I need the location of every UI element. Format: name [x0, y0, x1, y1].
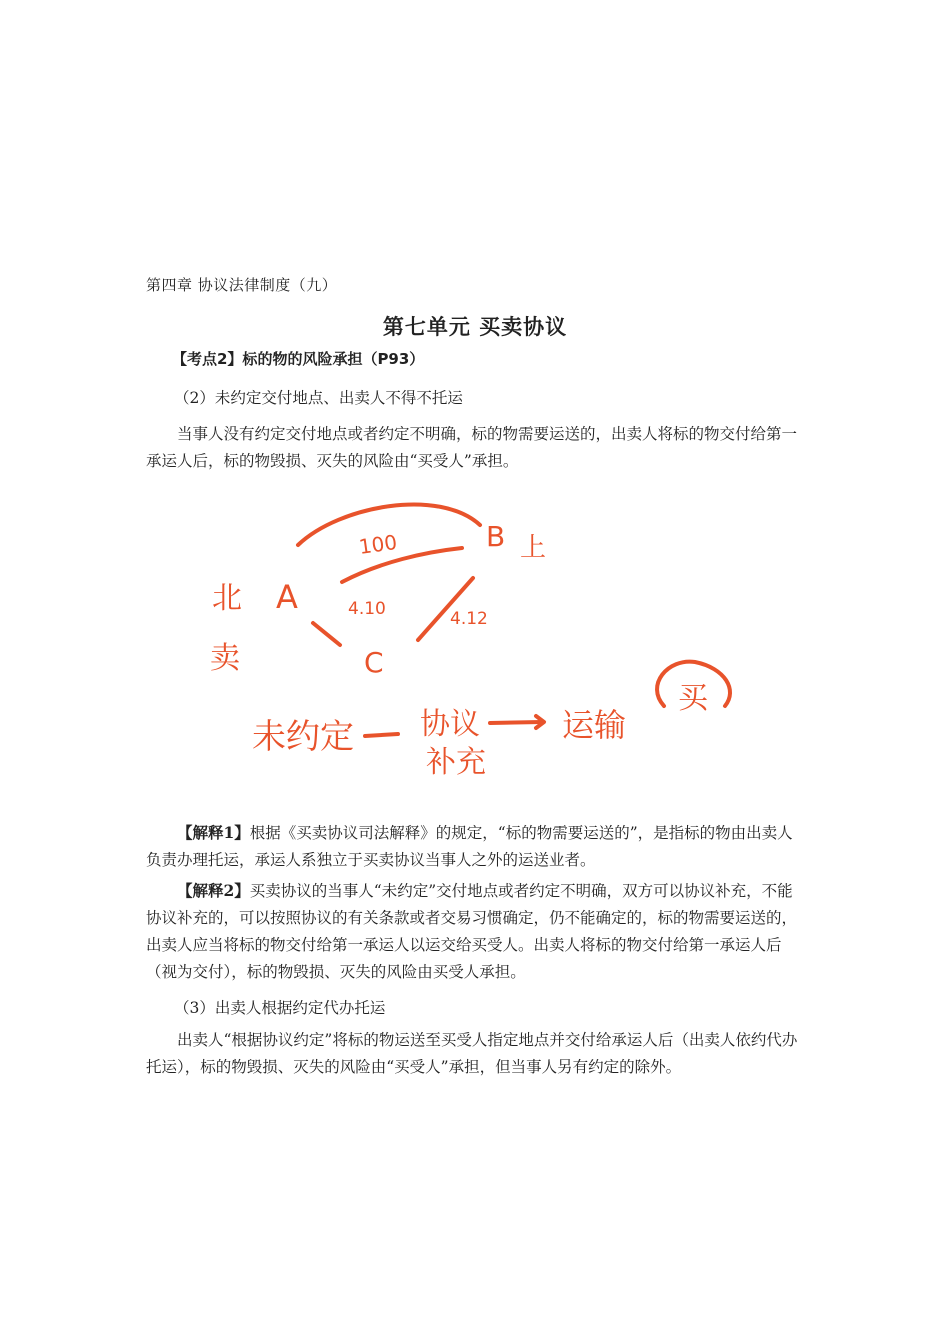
sketch-flow-agreement: 协议	[420, 707, 480, 742]
explanation-2-label: 【解释2】	[177, 881, 250, 900]
sketch-flow-supplement: 补充	[426, 745, 486, 780]
exam-point-heading: 【考点2】标的物的风险承担（P93）	[172, 350, 425, 368]
sketch-flow-transport: 运输	[562, 706, 627, 744]
sketch-arrow-1	[365, 734, 398, 736]
handwritten-sketch	[190, 490, 750, 790]
paragraph-rule-3: 出卖人“根据协议约定”将标的物运送至买受人指定地点并交付给承运人后（出卖人依约代办托运），标的物毁损、灭失的风险由“买受人”承担，但当事人另有约定的除外。	[146, 1031, 798, 1076]
unit-title: 第七单元 买卖协议	[382, 315, 568, 339]
subsection-3-heading: （3）出卖人根据约定代办托运	[174, 999, 386, 1017]
sketch-label-c: C	[364, 646, 384, 679]
subsection-2-heading: （2）未约定交付地点、出卖人不得不托运	[174, 389, 463, 407]
sketch-arrow-2	[490, 722, 542, 723]
chapter-heading: 第四章 协议法律制度（九）	[146, 276, 338, 294]
sketch-label-b: B	[486, 520, 506, 553]
paragraph-rule-2: 当事人没有约定交付地点或者约定不明确，标的物需要运送的，出卖人将标的物交付给第一承运人后，标的物毁损、灭失的风险由“买受人”承担。	[146, 425, 798, 470]
sketch-label-100: 100	[357, 529, 399, 559]
explanation-1-label: 【解释1】	[177, 823, 250, 842]
sketch-flow-unagreed: 未约定	[252, 717, 354, 757]
sketch-label-north: 北	[212, 581, 242, 616]
sketch-label-date2: 4.12	[450, 609, 488, 629]
paragraph-explanation-1	[146, 819, 806, 874]
sketch-label-a: A	[276, 578, 298, 616]
sketch-label-buyer: 买	[678, 681, 708, 716]
paragraph-explanation-2	[146, 877, 806, 986]
sketch-label-shang: 上	[520, 533, 547, 563]
explanation-2-text: 买卖协议的当事人“未约定”交付地点或者约定不明确，双方可以协议补充，不能协议补充的，可以按照协议的有关条款或者交易习惯确定，仍不能确定的，标的物需要运送的，出卖人应当将标的物交付给第一承运人以运交给买受人。出卖人将标的物交付给第一承运人后（视为交付），标的物毁损、灭失的风险由买受人承担。	[146, 882, 798, 981]
sketch-line-ac	[313, 623, 340, 645]
explanation-1-text: 根据《买卖协议司法解释》的规定，“标的物需要运送的”，是指标的物由出卖人负责办理托运，承运人系独立于买卖协议当事人之外的运送业者。	[146, 824, 793, 869]
sketch-label-sell: 卖	[210, 641, 240, 676]
sketch-label-date1: 4.10	[348, 599, 386, 619]
